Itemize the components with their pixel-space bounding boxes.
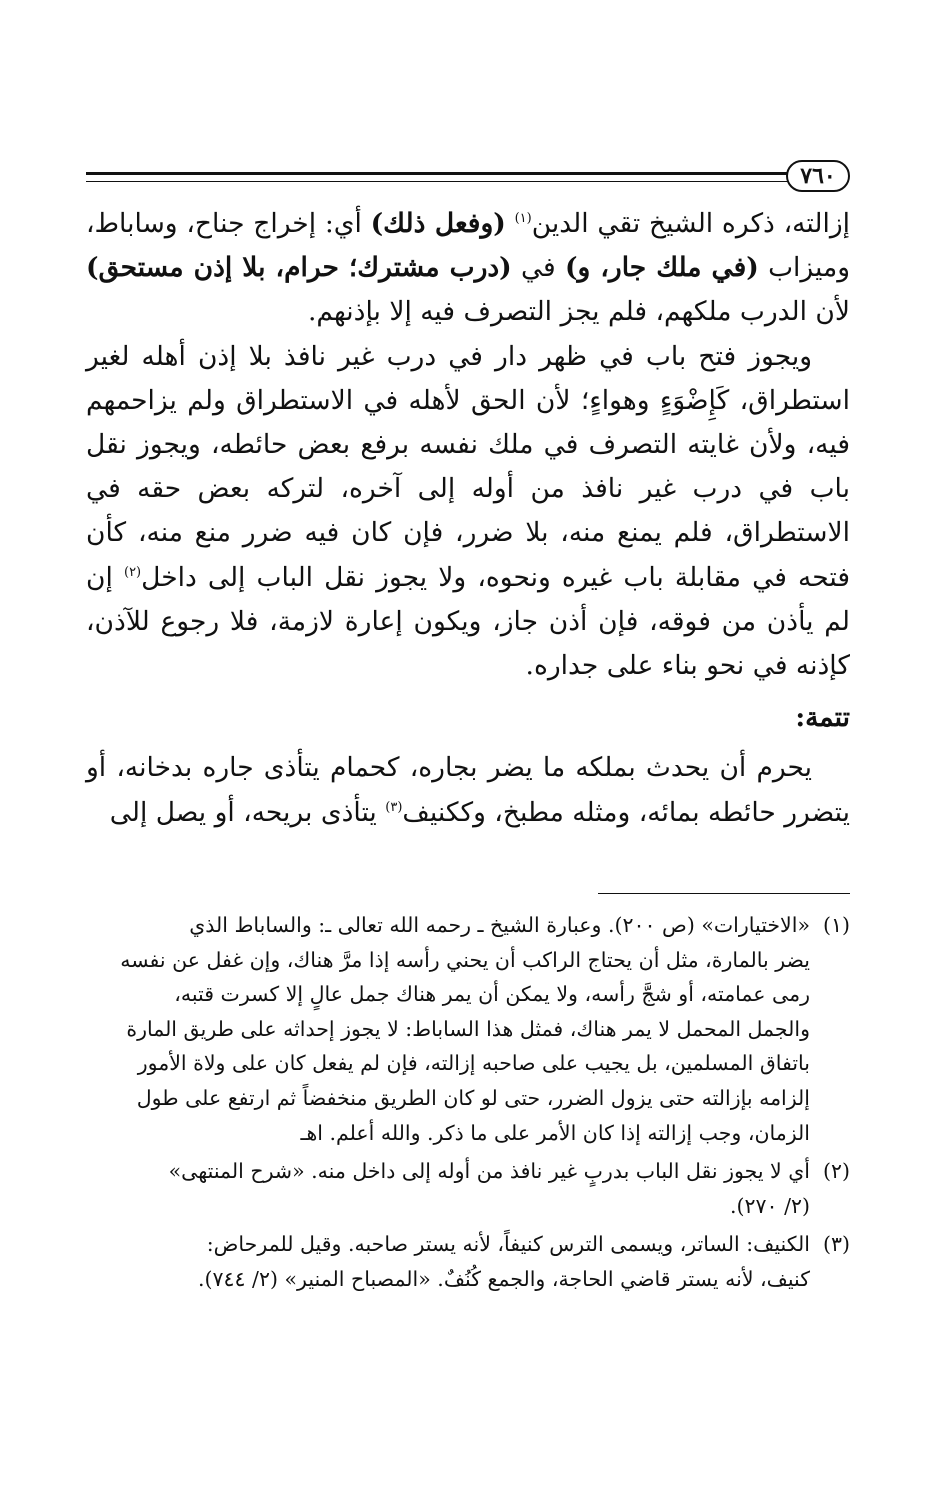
main-text xyxy=(86,202,850,835)
text-run: يحرم أن يحدث بملكه ما يضر بجاره، كحمام يتأذى جاره بدخانه، أو يتضرر حائطه بمائه، ومثله مطبخ، وككنيف xyxy=(86,752,850,828)
footnote-line: باتفاق المسلمين، بل يجيب على صاحبه إزالته، فإن لم يفعل كان على ولاة الأمور xyxy=(137,1051,810,1076)
text-run: لأن الدرب ملكهم، فلم يجز التصرف فيه إلا بإذنهم. xyxy=(308,296,850,328)
paragraph xyxy=(86,746,850,834)
footnote-line: رمى عمامته، أو شجَّ رأسه، ولا يمكن أن يمر هناك جمل عالٍ إلا كسرت قتبه، xyxy=(174,982,810,1007)
footnote-reference: (١) xyxy=(514,211,532,227)
footnote-reference: (٢) xyxy=(123,564,142,580)
header-rule xyxy=(86,172,796,182)
bold-text: (درب مشترك؛ حرام، بلا إذن مستحق) xyxy=(86,252,512,284)
footnotes xyxy=(86,908,850,1301)
footnote-reference: (٣) xyxy=(385,799,403,815)
text-run: يتأذى بريحه، أو يصل إلى xyxy=(109,796,386,828)
footnote-line: الزمان، وجب إزالته إذا كان الأمر على ما ذكر. والله أعلم. اهـ xyxy=(300,1120,810,1145)
page-number: ٧٦٠ xyxy=(786,160,850,192)
section-heading xyxy=(86,696,850,740)
footnote xyxy=(86,1154,850,1223)
bold-text: (وفعل ذلك) xyxy=(370,208,506,239)
footnote-line: «الاختيارات» (ص ٢٠٠). وعبارة الشيخ ـ رحمه الله تعالى ـ: والساباط الذي xyxy=(189,913,810,937)
footnote xyxy=(86,908,850,1150)
footnote-number: (٣) xyxy=(822,1232,850,1257)
paragraph xyxy=(86,335,850,689)
footnote-number: (٢) xyxy=(822,1159,850,1184)
paragraph xyxy=(86,202,850,335)
footnote-line: إلزامه بإزالته حتى يزول الضرر، حتى لو كان الطريق منخفضاً ثم ارتفع على طول xyxy=(136,1085,810,1110)
footnote-number: (١) xyxy=(822,913,850,937)
bold-text: (في ملك جار، و) xyxy=(564,252,759,284)
text-run: إزالته، ذكره الشيخ تقي الدين xyxy=(531,208,850,239)
text-run xyxy=(506,208,515,239)
footnote xyxy=(86,1227,850,1296)
footnote-line: أي لا يجوز نقل الباب بدربٍ غير نافذ من أوله إلى داخل منه. «شرح المنتهى» xyxy=(168,1159,810,1184)
footnote-line: الكنيف: الساتر، ويسمى الترس كنيفاً، لأنه يستر صاحبه. وقيل للمرحاض: xyxy=(206,1232,810,1257)
footnote-separator xyxy=(598,893,850,894)
page-header xyxy=(86,160,850,192)
footnote-line: (٢/ ٢٧٠). xyxy=(729,1193,810,1218)
footnote-line: والجمل المحمل لا يمر هناك، فمثل هذا الساباط: لا يجوز إحداثه على طريق المارة xyxy=(126,1016,810,1041)
text-run: ويجوز فتح باب في ظهر دار في درب غير نافذ بلا إذن أهله لغير استطراق، كَإِضْوَءٍ وهواءٍ؛ لأن الحق لأهله في الاستطراق ولم يزاحمهم فيه، ولأن غايته التصرف في ملك نفسه برفع بعض حائطه، ويجوز نقل باب في درب غير نافذ من أوله إلى آخره، لتركه بعض حقه في الاستطراق، فلم يمنع منه، بلا ضرر، فإن كان فيه ضرر منع منه، كأن فتحه في مقابلة باب غيره ونحوه، ولا يجوز نقل الباب إلى داخل xyxy=(86,340,850,593)
text-run: في xyxy=(511,252,565,284)
footnote-line: يضر بالمارة، مثل أن يحتاج الراكب أن يحني رأسه إذا مرَّ هناك، وإن غفل عن نفسه xyxy=(120,947,810,972)
footnote-line: كنيف، لأنه يستر قاضي الحاجة، والجمع كُنُفٌ. «المصباح المنير» (٢/ ٧٤٤). xyxy=(197,1266,810,1291)
text-run: أي: إخراج جناح، وساباط، وميزاب xyxy=(86,208,850,284)
bold-text: تتمة: xyxy=(795,702,850,734)
text-run: إن لم يأذن من فوقه، فإن أذن جاز، ويكون إعارة لازمة، فلا رجوع للآذن، كإذنه في نحو بناء على جداره. xyxy=(86,561,850,682)
